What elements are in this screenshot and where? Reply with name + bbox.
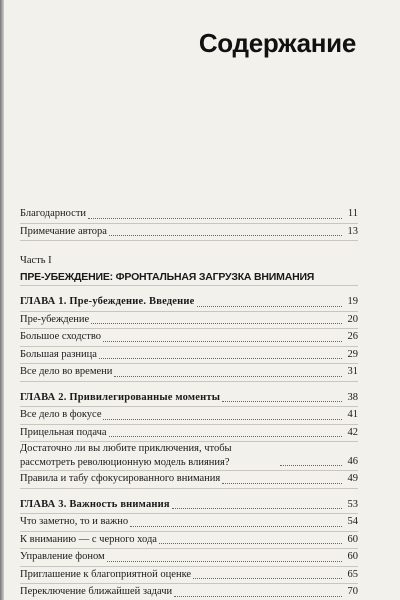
dot-leader bbox=[130, 526, 342, 527]
dot-leader bbox=[103, 341, 342, 342]
toc-entry bbox=[20, 514, 358, 532]
toc-entry-label: Переключение ближайшей задачи bbox=[20, 586, 173, 597]
toc-entry-label: Достаточно ли вы любите приключения, чтобы рассмотреть революционную модель влияния? bbox=[20, 443, 232, 468]
dot-leader bbox=[99, 358, 342, 359]
toc-entry-page: 26 bbox=[347, 331, 358, 342]
toc-chapter-heading bbox=[20, 390, 358, 408]
toc-entry-label: ГЛАВА 1. Пре-убеждение. Введение bbox=[20, 296, 195, 307]
toc-entry bbox=[20, 549, 358, 567]
toc-chapter-heading bbox=[20, 294, 358, 312]
dot-leader bbox=[109, 235, 342, 236]
toc-entry-page: 53 bbox=[347, 498, 358, 510]
dot-leader bbox=[174, 596, 342, 597]
toc-entry-page: 60 bbox=[347, 551, 358, 562]
toc-entry bbox=[20, 584, 358, 600]
toc-entry bbox=[20, 407, 358, 425]
dot-leader bbox=[222, 401, 342, 402]
part-label: Часть I bbox=[20, 255, 52, 266]
toc-entry-label: Что заметно, то и важно bbox=[20, 516, 129, 527]
toc-entry-acknowledgements bbox=[20, 206, 358, 224]
dot-leader bbox=[114, 376, 342, 377]
toc-entry bbox=[20, 532, 358, 550]
toc-entry-label: Большое сходство bbox=[20, 331, 101, 342]
toc-entry-page: 41 bbox=[347, 409, 358, 420]
toc-entry-label: Управление фоном bbox=[20, 551, 105, 562]
toc-entry-label: Все дело во времени bbox=[20, 366, 113, 377]
toc-entry bbox=[20, 471, 358, 489]
dot-leader bbox=[222, 483, 342, 484]
dot-leader bbox=[193, 578, 342, 579]
toc-entry-page: 65 bbox=[347, 568, 358, 580]
toc-entry-label: Большая разница bbox=[20, 348, 97, 360]
dot-leader bbox=[88, 218, 342, 219]
toc-entry-page: 19 bbox=[347, 296, 358, 307]
table-of-contents bbox=[20, 206, 358, 600]
dot-leader bbox=[107, 561, 342, 562]
dot-leader bbox=[197, 306, 342, 307]
dot-leader bbox=[172, 508, 342, 509]
page-edge-shadow bbox=[0, 0, 4, 600]
toc-entry-label: ГЛАВА 3. Важность внимания bbox=[20, 498, 170, 510]
toc-entry bbox=[20, 364, 358, 382]
toc-entry-page: 31 bbox=[347, 366, 358, 377]
dot-leader bbox=[280, 465, 342, 466]
toc-chapter-heading bbox=[20, 497, 358, 515]
toc-entry-page: 49 bbox=[347, 473, 358, 484]
toc-entry-label: Пре-убеждение bbox=[20, 313, 90, 325]
toc-entry-author-note bbox=[20, 224, 358, 242]
toc-entry bbox=[20, 442, 358, 471]
toc-entry-page: 20 bbox=[347, 313, 358, 325]
toc-entry-page: 13 bbox=[347, 225, 358, 237]
toc-entry bbox=[20, 312, 358, 330]
toc-entry-label: Примечание автора bbox=[20, 225, 107, 237]
toc-entry-page: 60 bbox=[347, 533, 358, 545]
toc-entry-page: 11 bbox=[347, 208, 358, 219]
page-title: Содержание bbox=[198, 28, 356, 58]
dot-leader bbox=[91, 323, 342, 324]
toc-entry-page: 54 bbox=[347, 516, 358, 527]
toc-entry bbox=[20, 347, 358, 365]
toc-entry-label: ГЛАВА 2. Привилегированные моменты bbox=[20, 391, 221, 403]
toc-entry bbox=[20, 567, 358, 585]
dot-leader bbox=[159, 543, 342, 544]
toc-entry-label: К вниманию — с черного хода bbox=[20, 533, 157, 545]
toc-entry bbox=[20, 329, 358, 347]
toc-entry-page: 46 bbox=[347, 455, 358, 467]
toc-entry-page: 38 bbox=[347, 391, 358, 403]
dot-leader bbox=[103, 419, 342, 420]
toc-entry-page: 42 bbox=[347, 426, 358, 438]
toc-entry-label: Благодарности bbox=[20, 208, 87, 219]
part-heading: ПРЕ-УБЕЖДЕНИЕ: ФРОНТАЛЬНАЯ ЗАГРУЗКА ВНИМАНИЯ bbox=[20, 269, 358, 286]
toc-entry-page: 70 bbox=[347, 586, 358, 597]
toc-entry bbox=[20, 425, 358, 443]
toc-entry-label: Правила и табу сфокусированного внимания bbox=[20, 473, 221, 484]
toc-entry-label: Все дело в фокусе bbox=[20, 409, 102, 420]
toc-entry-label: Прицельная подача bbox=[20, 426, 107, 438]
toc-entry-label: Приглашение к благоприятной оценке bbox=[20, 568, 192, 580]
toc-entry-page: 29 bbox=[347, 348, 358, 360]
dot-leader bbox=[109, 436, 342, 437]
